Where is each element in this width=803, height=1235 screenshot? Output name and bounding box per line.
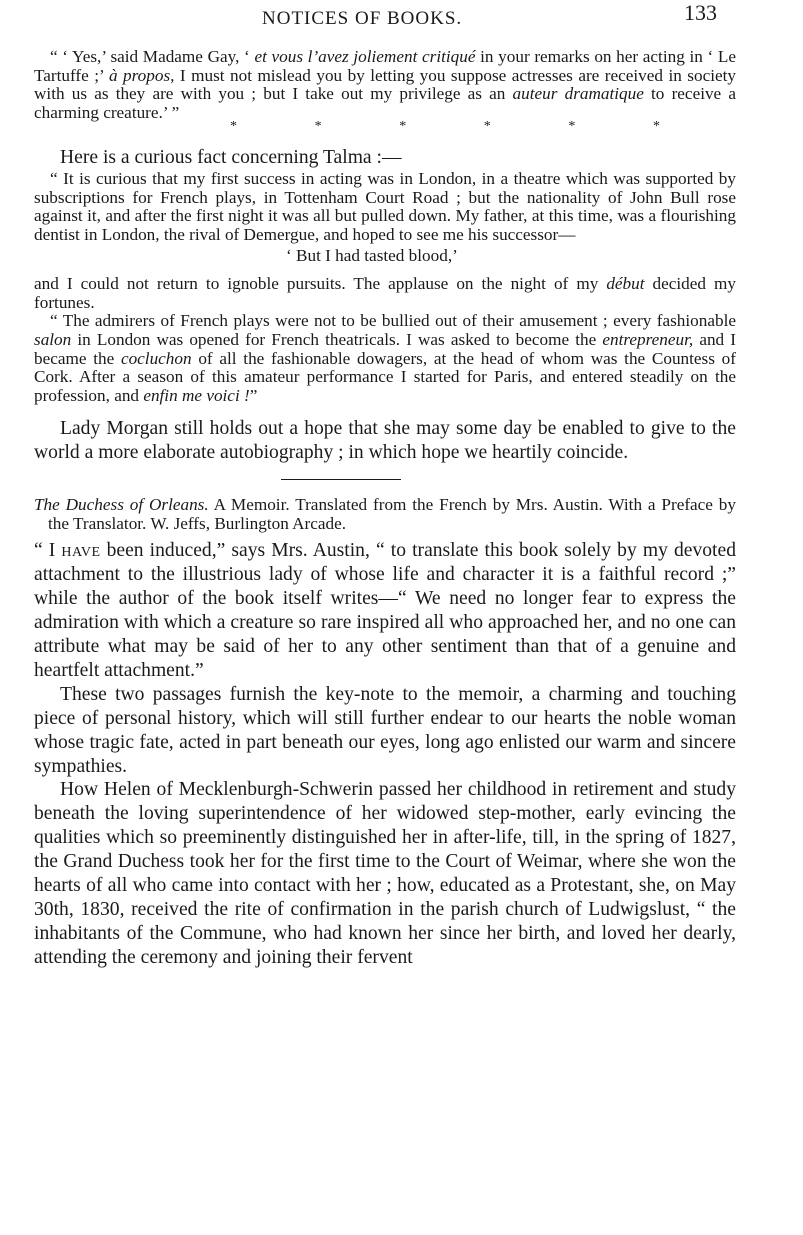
book-details: A Memoir. Translated from the French by Mrs. Austin. With a Preface by the Translator. W. Jeffs, Burlington Arcade. — [48, 495, 736, 533]
morgan-paragraph: Lady Morgan still holds out a hope that she may some day be enabled to give to the world a more elaborate autobiography ; in which hope we heartily coincide. — [34, 418, 736, 464]
talma-quote-first: “ It is curious that my first success in acting was in London, in a theatre which was supported by subscriptions for French plays, in Tottenham Court Road ; but the nationality of John Bull rose against it, and after the first night it was all but pulled down. My father, at this time, was a flourishing dentist in London, the rival of Demergue, and hoped to see me his successor— — [34, 169, 736, 245]
page-header — [0, 0, 736, 40]
section-divider — [281, 479, 401, 480]
star: * — [230, 119, 237, 135]
austin-paragraph: “ I have been induced,” says Mrs. Austin, “ to translate this book solely by my devoted attachment to the illustrious lady of whose life and character it is a faithful record ;” while the author of the book itself writes—“ We need no longer fear to express the admiration with which a creature so rare inspired all who approached her, and no one can attribute what may be said of her to any other sentiment than that of a genuine and heartfelt attachment.” — [34, 540, 736, 681]
section-stars — [230, 119, 660, 135]
star: * — [652, 119, 660, 135]
talma-intro: Here is a curious fact concerning Talma :— — [60, 147, 402, 169]
running-head: NOTICES OF BOOKS. — [262, 8, 463, 29]
helen-paragraph: How Helen of Mecklenburgh-Schwerin passed her childhood in retirement and study beneath the loving superintendence of her widowed step-mother, early evincing the qualities which so preeminently distinguished her in after-life, till, in the spring of 1827, the Grand Duchess took her for the first time to the Court of Weimar, where she won the hearts of all who came into contact with her ; how, educated as a Protestant, she, on May 30th, 1830, received the rite of confirmation in the parish church of Ludwigslust, “ the inhabitants of the Commune, who had known her since her birth, and loved her dearly, attending the ceremony and joining their fervent — [34, 779, 736, 968]
star: * — [314, 119, 322, 135]
book-title: The Duchess of Orleans. — [34, 495, 209, 515]
book-entry — [34, 496, 736, 533]
star: * — [399, 119, 407, 135]
page-body — [34, 48, 736, 970]
page-number: 133 — [684, 0, 717, 25]
star: * — [483, 119, 491, 135]
star: * — [568, 119, 576, 135]
quote-madame-gay: “ ‘ Yes,’ said Madame Gay, ‘ et vous l’avez joliement critiqué in your remarks on her acting in ‘ Le Tartuffe ;’ à propos, I must not mislead you by letting you suppose actresses are received in society with us as they are with you ; but I take out my privilege as an auteur dramatique to receive a charming creature.’ ” — [34, 47, 736, 122]
talma-quote-third: “ The admirers of French plays were not to be bullied out of their amusement ; every fashionable salon in London was opened for French theatricals. I was asked to become the entrepreneur, and I became the cocluchon of all the fashionable dowagers, at the head of whom was the Countess of Cork. After a season of this amateur performance I started for Paris, and entered steadily on the profession, and enfin me voici !” — [34, 311, 737, 405]
keynote-paragraph: These two passages furnish the key-note to the memoir, a charming and touching piece of personal history, which will still further endear to our hearts the noble woman whose tragic fate, acted in part beneath our eyes, long ago enlisted our warm and sincere sympathies. — [34, 683, 736, 777]
verse-line: ‘ But I had tasted blood,’ — [286, 245, 458, 265]
talma-quote-second: and I could not return to ignoble pursuits. The applause on the night of my début decided my fortunes. — [34, 274, 737, 312]
